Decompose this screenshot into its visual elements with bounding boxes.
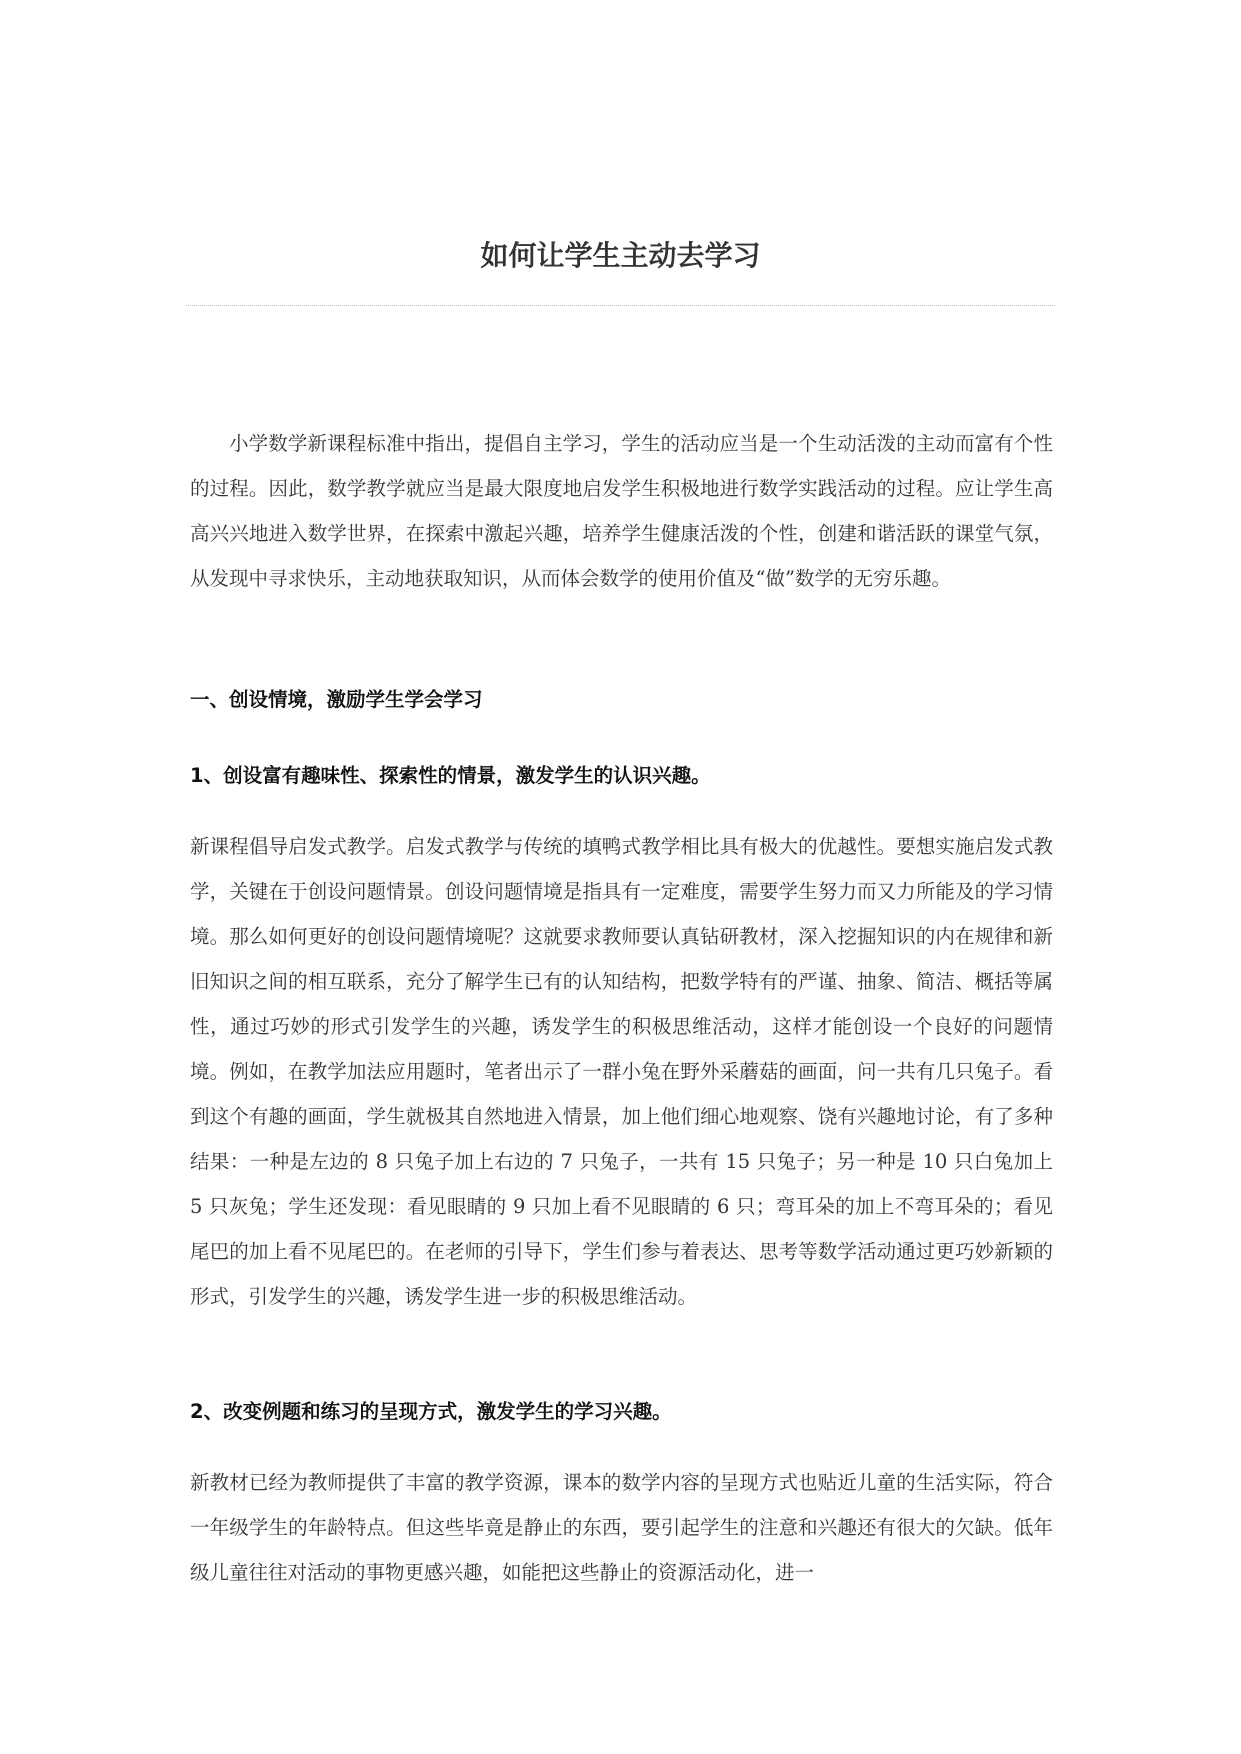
document-title: 如何让学生主动去学习 [480, 239, 761, 272]
subsection-paragraph-2: 新教材已经为教师提供了丰富的教学资源，课本的数学内容的呈现方式也贴近儿童的生活实际，符合一年级学生的年龄特点。但这些毕竟是静止的东西，要引起学生的注意和兴趣还有很大的欠缺。低年级儿童往往对活动的事物更感兴趣，如能把这些静止的资源活动化，进一 [190, 1471, 1053, 1584]
subsection-heading-2: 2、改变例题和练习的呈现方式，激发学生的学习兴趣。 [190, 1400, 672, 1423]
subsection-paragraph-1: 新课程倡导启发式教学。启发式教学与传统的填鸭式教学相比具有极大的优越性。要想实施启发式教学，关键在于创设问题情景。创设问题情境是指具有一定难度，需要学生努力而又力所能及的学习情境。那么如何更好的创设问题情境呢？这就要求教师要认真钻研教材，深入挖掘知识的内在规律和新旧知识之间的相互联系，充分了解学生已有的认知结构，把数学特有的严谨、抽象、简洁、概括等属性，通过巧妙的形式引发学生的兴趣，诱发学生的积极思维活动，这样才能创设一个良好的问题情境。例如，在教学加法应用题时，笔者出示了一群小兔在野外采蘑菇的画面，问一共有几只兔子。看到这个有趣的画面，学生就极其自然地进入情景，加上他们细心地观察、饶有兴趣地讨论，有了多种结果：一种是左边的 8 只兔子加上右边的 7 只兔子，一共有 15 只兔子；另一种是 10 只白兔加上 5 只灰兔；学生还发现：看见眼睛的 9 只加上看不见眼睛的 6 只；弯耳朵的加上不弯耳朵的；看见尾巴的加上看不见尾巴的。在老师的引导下，学生们参与着表达、思考等数学活动通过更巧妙新颖的形式，引发学生的兴趣，诱发学生进一步的积极思维活动。 [190, 835, 1053, 1308]
title-divider [186, 305, 1055, 306]
intro-paragraph: 小学数学新课程标准中指出，提倡自主学习，学生的活动应当是一个生动活泼的主动而富有个性的过程。因此，数学教学就应当是最大限度地启发学生积极地进行数学实践活动的过程。应让学生高高兴兴地进入数学世界，在探索中激起兴趣，培养学生健康活泼的个性，创建和谐活跃的课堂气氛，从发现中寻求快乐，主动地获取知识，从而体会数学的使用价值及“做”数学的无穷乐趣。 [190, 432, 1053, 590]
section-heading-1: 一、创设情境，激励学生学会学习 [190, 688, 483, 711]
subsection-heading-1: 1、创设富有趣味性、探索性的情景，激发学生的认识兴趣。 [190, 764, 711, 787]
